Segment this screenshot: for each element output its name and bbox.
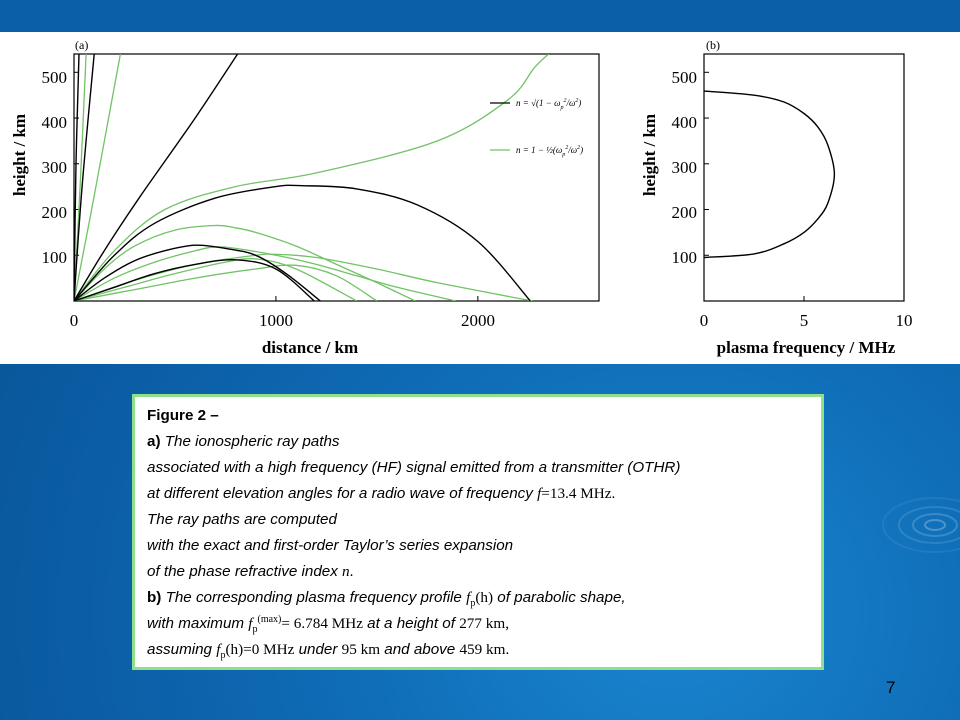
caption-value: 459 km.	[459, 641, 510, 658]
figure-svg	[0, 32, 960, 364]
panel-b-ytick-100: 100	[671, 248, 697, 267]
panel-b-ytick-500: 500	[671, 68, 697, 87]
taylor-ray-path-6	[74, 259, 357, 301]
caption-part-b-label: b)	[147, 589, 162, 606]
panel-a-xlabel: distance / km	[261, 338, 359, 357]
caption-line-8	[147, 585, 809, 611]
taylor-ray-path-3	[74, 225, 415, 301]
caption-symbol: f	[537, 485, 542, 502]
caption-text: of the phase refractive index	[147, 563, 343, 580]
legend-exact-label: $n = √(1 - \omega_p^2/\omega^2)$	[516, 98, 582, 111]
legend-taylor-label: $n = 1 - \frac{1}{2}(\omega_p^2/\omega^2)$	[516, 145, 584, 158]
panel-a-ytick-300: 300	[41, 158, 67, 177]
caption-line-2	[147, 429, 809, 455]
caption-text: The corresponding plasma frequency profile	[161, 589, 467, 606]
caption-text: assuming	[147, 641, 217, 658]
caption-value: (h)=0 MHz	[225, 641, 295, 658]
panel-a-ylabel: height / km	[10, 113, 29, 197]
panel-a-ytick-100: 100	[41, 248, 67, 267]
caption-subscript: p	[220, 650, 226, 662]
caption-symbol: f	[466, 589, 471, 606]
panel-b-frame	[704, 54, 904, 301]
figure-caption-box	[132, 394, 824, 670]
caption-superscript: (max)	[257, 613, 282, 625]
caption-symbol: f	[216, 641, 221, 658]
page-number: 7	[886, 678, 896, 697]
panel-b-xtick-5: 5	[799, 311, 809, 330]
caption-symbol: n	[342, 563, 350, 580]
caption-subscript: p	[252, 624, 258, 636]
caption-value: =13.4 MHz.	[541, 485, 616, 502]
caption-line-10	[147, 637, 809, 663]
caption-line-6: with the exact and first-order Taylor’s series expansion	[147, 537, 514, 554]
caption-value: 277 km,	[459, 615, 509, 632]
water-ripple-decoration	[860, 470, 960, 580]
taylor-ray-path-7	[74, 265, 377, 301]
caption-text: .	[349, 563, 354, 580]
caption-text: The ionospheric ray paths	[160, 433, 340, 450]
caption-title: Figure 2 –	[147, 407, 219, 424]
figure-panel	[0, 32, 960, 364]
exact-ray-path-3	[74, 185, 530, 301]
caption-text: and above	[380, 641, 460, 658]
caption-text: at different elevation angles for a radio wave of frequency	[147, 485, 538, 502]
caption-value: 95 km	[341, 641, 381, 658]
caption-subscript: p	[470, 598, 476, 610]
caption-symbol: f	[248, 615, 253, 632]
caption-text: at a height of	[362, 615, 460, 632]
panel-b-ytick-300: 300	[671, 158, 697, 177]
panel-b-label: (b)	[706, 38, 720, 52]
panel-a-label: (a)	[75, 38, 89, 52]
caption-line-7	[147, 559, 809, 585]
caption-text: of parabolic shape,	[493, 589, 626, 606]
panel-b-xtick-10: 10	[895, 311, 913, 330]
caption-value: = 6.784 MHz	[281, 615, 363, 632]
caption-line-3: associated with a high frequency (HF) signal emitted from a transmitter (OTHR)	[147, 459, 681, 476]
caption-symbol: (h)	[475, 589, 494, 606]
panel-b-ticks	[704, 72, 904, 301]
panel-a-curves	[74, 54, 549, 301]
panel-a-xtick-1: 1000	[259, 311, 293, 330]
caption-text: with maximum	[147, 615, 249, 632]
panel-a-ytick-500: 500	[41, 68, 67, 87]
panel-b-ytick-200: 200	[671, 203, 697, 222]
panel-b-xtick-0: 0	[699, 311, 709, 330]
panel-b-ytick-400: 400	[671, 113, 697, 132]
panel-b-curves	[704, 91, 834, 257]
plasma-profile-curve	[704, 91, 834, 257]
panel-b-xlabel: plasma frequency / MHz	[716, 338, 896, 357]
panel-b-ylabel: height / km	[640, 113, 659, 197]
caption-part-a-label: a)	[147, 433, 161, 450]
panel-a-xtick-0: 0	[69, 311, 79, 330]
panel-a-ytick-400: 400	[41, 113, 67, 132]
panel-a-xtick-2: 2000	[461, 311, 495, 330]
caption-line-4	[147, 481, 809, 507]
panel-a-ytick-200: 200	[41, 203, 67, 222]
taylor-ray-path-2	[74, 54, 549, 301]
caption-text: under	[294, 641, 342, 658]
panel-a-legend	[490, 98, 583, 158]
slide-top-bar	[0, 0, 960, 32]
caption-line-9	[147, 611, 809, 637]
caption-line-5: The ray paths are computed	[147, 511, 337, 528]
